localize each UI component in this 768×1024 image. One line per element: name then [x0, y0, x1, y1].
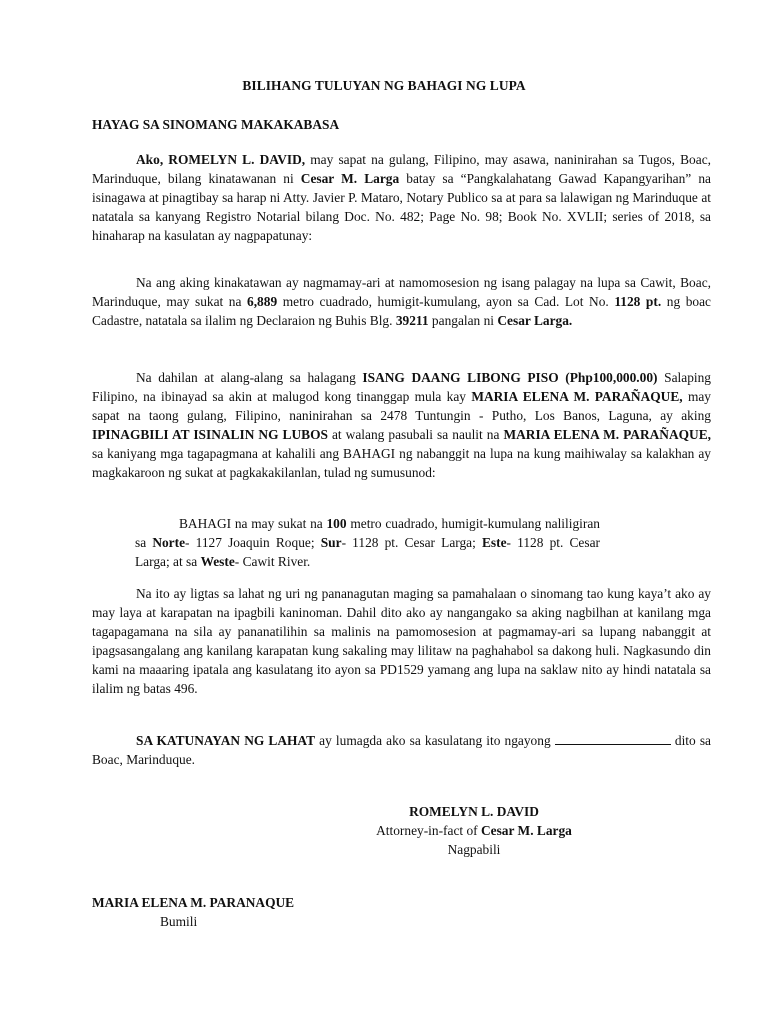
buyer-name: MARIA ELENA M. PARANAQUE	[92, 895, 295, 910]
document-title: BILIHANG TULUYAN NG BAHAGI NG LUPA	[242, 78, 526, 93]
seller-capacity: Attorney-in-fact of Cesar M. Larga	[376, 823, 572, 838]
paragraph-attestation: SA KATUNAYAN NG LAHAT ay lumagda ako sa kasulatang ito ngayong dito sa Boac, Marinduque.	[92, 733, 711, 767]
paragraph-property: Na ang aking kinakatawan ay nagmamay-ari at namomosesion ng isang palagay na lupa sa Cawit, Boac, Marinduque, may sukat na 6,889 metro cuadrado, humigit-kumulang, ayon sa Cad. Lot No. 1128 pt. ng boac Cadastre, natatala sa ilalim ng Declaraion ng Buhis Blg. 39211 pangalan ni Cesar Larga.	[92, 275, 711, 328]
paragraph-warranty: Na ito ay ligtas sa lahat ng uri ng pananagutan maging sa pamahalaan o sinomang tao kung kaya’t ako ay may laya at karapatan na ipagbili kaninoman. Dahil dito ako ay nangangako sa aking nagbilhan at kanilang mga tagapagamana na sila ay pananatilihin sa malinis na pamomosesion at pagmamay-ari sa lupang nabanggit at ipagsasangalang ang kanilang karapatan kung sakaling may lilitaw na paghahabol sa dakong huli. Nagkasundo din kami na maaaring ipatala ang kasulatang ito ayon sa PD1529 yamang ang lupa na saklaw nito ay hindi natatala sa ilalim ng batas 496.	[92, 586, 711, 696]
seller-name: ROMELYN L. DAVID	[409, 804, 539, 819]
paragraph-representation: Ako, ROMELYN L. DAVID, may sapat na gulang, Filipino, may asawa, naninirahan sa Tugos, Boac, Marinduque, bilang kinatawanan ni Cesar M. Larga batay sa “Pangkalahatang Gawad Kapangyarihan” na isinagawa at pinagtibay sa harap ni Atty. Javier P. Mataro, Notary Publico sa at para sa lalawigan ng Marinduque at natatala sa kanyang Registro Notarial bilang Doc. No. 482; Page No. 98; Book No. XVLII; series of 2018, sa hinaharap na kasulatan ay nagpapatunay:	[92, 152, 711, 243]
date-blank-line	[555, 732, 671, 745]
paragraph-consideration: Na dahilan at alang-alang sa halagang ISANG DAANG LIBONG PISO (Php100,000.00) Salaping Filipino, na ibinayad sa akin at malugod kong tinanggap mula kay MARIA ELENA M. PARAÑAQUE, may sapat na taong gulang, Filipino, naninirahan sa 2478 Tuntungin - Putho, Los Banos, Laguna, ay aking IPINAGBILI AT ISINALIN NG LUBOS at walang pasubali sa naulit na MARIA ELENA M. PARAÑAQUE, sa kaniyang mga tagapagmana at kahalili ang BAHAGI ng nabanggit na lupa na kung maihiwalay sa kalakhan ay magkakaroon ng sukat at pagkakakilanlan, tulad ng sumusunod:	[92, 370, 712, 480]
seller-signature-block	[360, 802, 588, 859]
buyer-role: Bumili	[160, 914, 198, 929]
document-heading: HAYAG SA SINOMANG MAKAKABASA	[92, 117, 340, 132]
seller-role: Nagpabili	[447, 842, 501, 857]
lot-description: BAHAGI na may sukat na 100 metro cuadrado, humigit-kumulang naliligiran sa Norte- 1127 Joaquin Roque; Sur- 1128 pt. Cesar Larga; Este- 1128 pt. Cesar Larga; at sa Weste- Cawit River.	[135, 516, 600, 569]
